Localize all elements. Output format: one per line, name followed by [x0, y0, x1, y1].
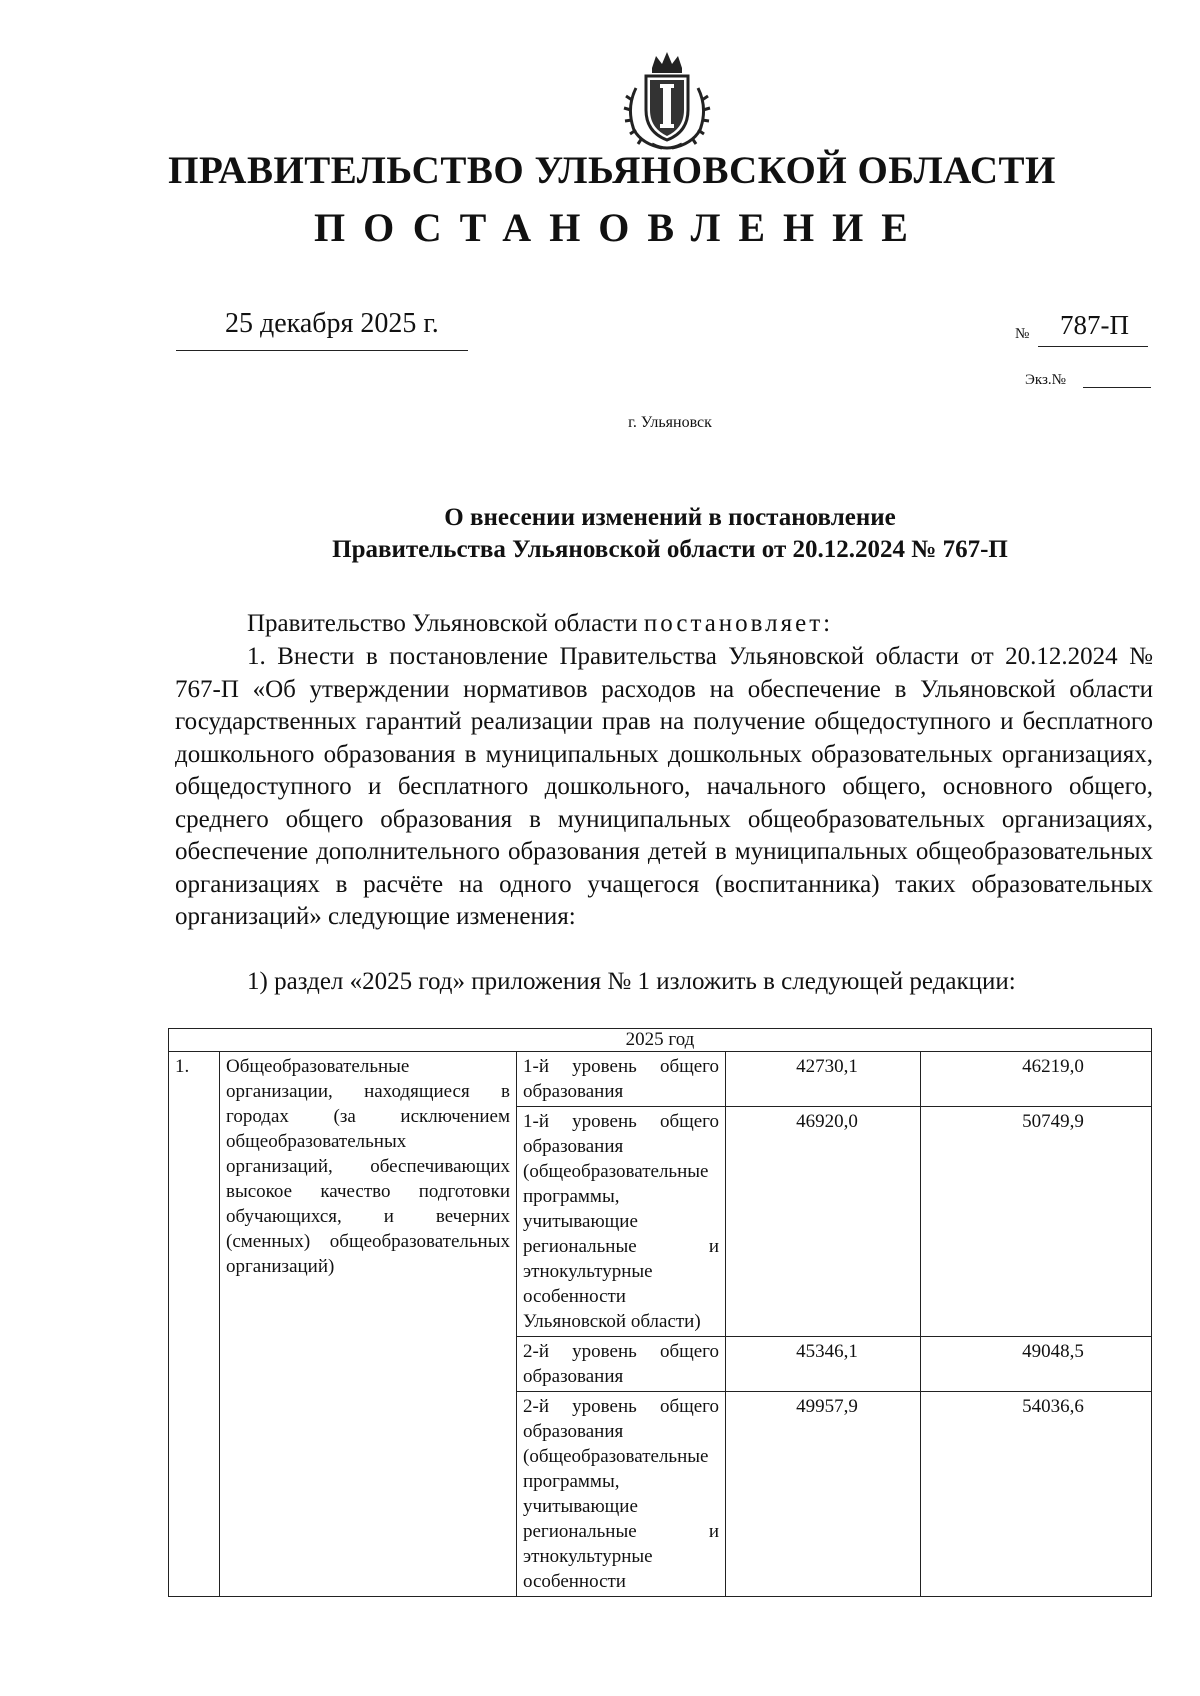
- document-number: 787-П: [1060, 310, 1129, 340]
- norms-table: [168, 1028, 1152, 1597]
- coat-of-arms-icon: [622, 48, 712, 154]
- table-header-row: [169, 1029, 1152, 1052]
- value-cell: 45346,1: [726, 1337, 921, 1392]
- number-underline: [1038, 346, 1148, 347]
- intro-text: Правительство Ульяновской области: [247, 610, 638, 637]
- paragraph-2: 1) раздел «2025 год» приложения № 1 изложить в следующей редакции:: [247, 968, 1016, 995]
- value-cell: 46219,0: [921, 1052, 1152, 1107]
- table-row: [169, 1052, 1152, 1107]
- document-date: 25 декабря 2025 г.: [225, 308, 439, 339]
- city: г. Ульяновск: [628, 414, 712, 431]
- organization-cell: Общеобразовательные организации, находящиеся в городах (за исключением общеобразовательных организаций, обеспечивающих высокое качество подготовки обучающихся, и вечерних (сменных) общеобразовательных организаций): [220, 1052, 517, 1597]
- level-cell: 1-й уровень общего образования: [517, 1052, 726, 1107]
- document-subject: [70, 502, 1200, 566]
- number-label: №: [1015, 326, 1030, 342]
- document-type: ПОСТАНОВЛЕНИЕ: [314, 205, 926, 250]
- date-underline: [176, 350, 468, 351]
- value-cell: 49048,5: [921, 1337, 1152, 1392]
- intro-paragraph: [175, 608, 1153, 641]
- copy-number-label: Экз.№: [1025, 372, 1066, 388]
- level-cell: 2-й уровень общего образования (общеобразовательные программы, учитывающие региональные и этнокультурные особенности: [517, 1392, 726, 1597]
- level-cell: 1-й уровень общего образования (общеобразовательные программы, учитывающие региональные и этнокультурные особенности Ульяновской области): [517, 1107, 726, 1337]
- value-cell: 42730,1: [726, 1052, 921, 1107]
- government-name: ПРАВИТЕЛЬСТВО УЛЬЯНОВСКОЙ ОБЛАСТИ: [168, 149, 1056, 192]
- subject-line-2: Правительства Ульяновской области от 20.12.2024 № 767-П: [332, 536, 1008, 563]
- value-cell: 50749,9: [921, 1107, 1152, 1337]
- level-cell: 2-й уровень общего образования: [517, 1337, 726, 1392]
- intro-verb: постановляет:: [643, 610, 834, 637]
- value-cell: 54036,6: [921, 1392, 1152, 1597]
- subject-line-1: О внесении изменений в постановление: [444, 504, 896, 531]
- paragraph-1: 1. Внести в постановление Правительства Ульяновской области от 20.12.2024 № 767-П «Об утверждении нормативов расходов на обеспечение в Ульяновской области государственных гарантий реализации прав на получение общедоступного и бесплатного дошкольного образования в муниципальных дошкольных образовательных организациях, общедоступного и бесплатного дошкольного, начального общего, основного общего, среднего общего образования в муниципальных общеобразовательных организациях, обеспечение дополнительного образования детей в муниципальных общеобразовательных организациях в расчёте на одного учащегося (воспитанника) таких образовательных организаций» следующие изменения:: [175, 643, 1153, 930]
- value-cell: 46920,0: [726, 1107, 921, 1337]
- year-header: 2025 год: [169, 1029, 1152, 1052]
- row-number: 1.: [169, 1052, 220, 1597]
- copy-number-underline: [1083, 387, 1151, 388]
- value-cell: 49957,9: [726, 1392, 921, 1597]
